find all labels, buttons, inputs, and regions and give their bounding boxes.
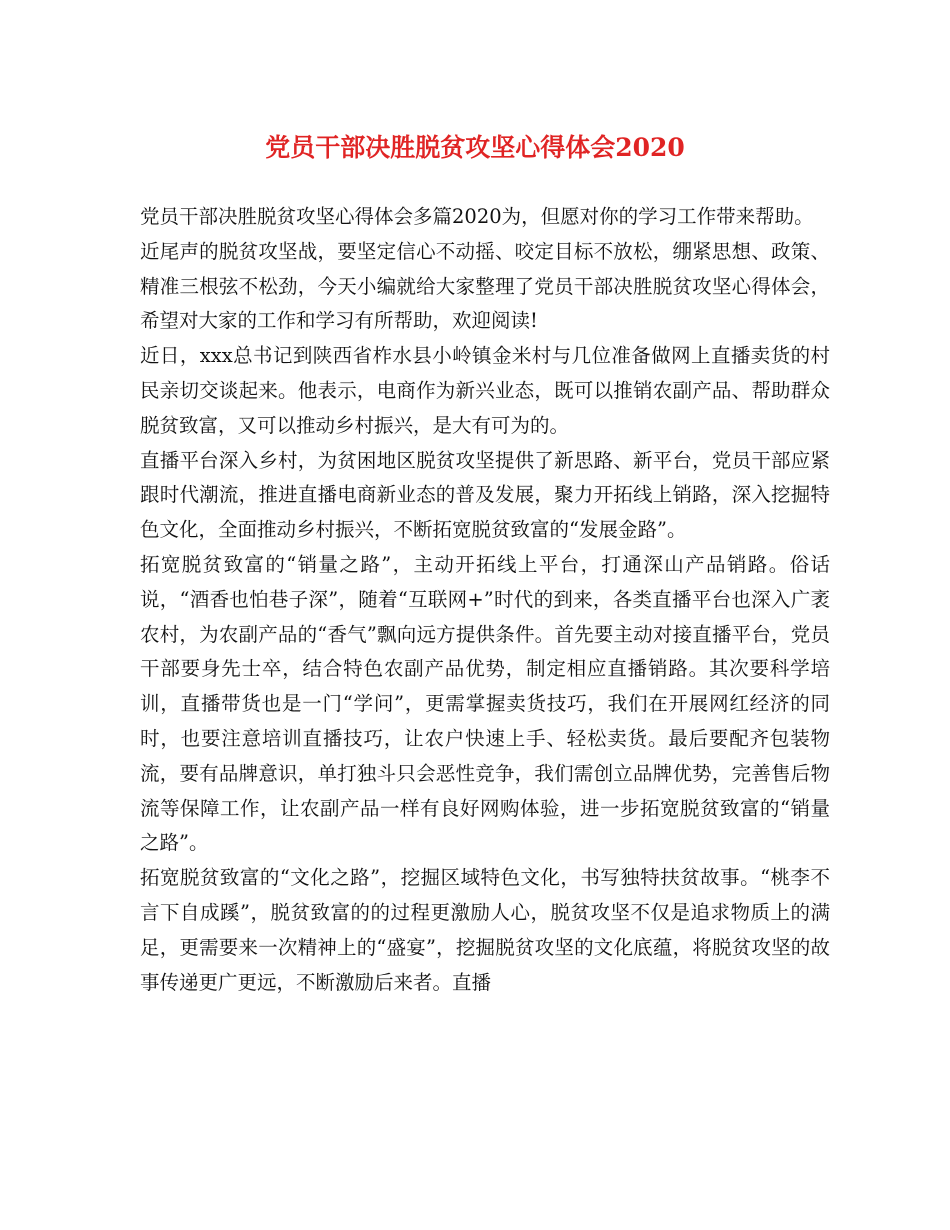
paragraph-summary: 近尾声的脱贫攻坚战，要坚定信心不动摇、咬定目标不放松，绷紧思想、政策、精准三根弦不松劲，今天小编就给大家整理了党员干部决胜脱贫攻坚心得体会，希望对大家的工作和学习有所帮助，欢迎阅读!: [140, 239, 830, 333]
paragraph-intro: 党员干部决胜脱贫攻坚心得体会多篇2020为，但愿对你的学习工作带来帮助。: [140, 205, 814, 228]
document-body: [140, 200, 830, 1000]
paragraph-sales-road: 拓宽脱贫致富的“销量之路”，主动开拓线上平台，打通深山产品销路。俗话说，“酒香也怕巷子深”，随着“互联网+”时代的到来，各类直播平台也深入广袤农村，为农副产品的“香气”飘向远方提供条件。首先要主动对接直播平台，党员干部要身先士卒，结合特色农副产品优势，制定相应直播销路。其次要科学培训，直播带货也是一门“学问”，更需掌握卖货技巧，我们在开展网红经济的同时，也要注意培训直播技巧，让农户快速上手、轻松卖货。最后要配齐包装物流，要有品牌意识，单打独斗只会恶性竞争，我们需创立品牌优势，完善售后物流等保障工作，让农副产品一样有良好网购体验，进一步拓宽脱贫致富的“销量之路”。: [140, 552, 830, 855]
paragraph-culture-road: 拓宽脱贫致富的“文化之路”，挖掘区域特色文化，书写独特扶贫故事。“桃李不言下自成蹊”，脱贫致富的的过程更激励人心，脱贫攻坚不仅是追求物质上的满足，更需要来一次精神上的“盛宴”，挖掘脱贫攻坚的文化底蕴，将脱贫攻坚的故事传递更广更远，不断激励后来者。直播: [140, 866, 830, 994]
document-title: 党员干部决胜脱贫攻坚心得体会2020: [265, 133, 685, 162]
paragraph-livestream-platform: 直播平台深入乡村，为贫困地区脱贫攻坚提供了新思路、新平台，党员干部应紧跟时代潮流，推进直播电商新业态的普及发展，聚力开拓线上销路，深入挖掘特色文化，全面推动乡村振兴，不断拓宽脱贫致富的“发展金路”。: [140, 448, 830, 542]
paragraph-news: 近日，xxx总书记到陕西省柞水县小岭镇金米村与几位准备做网上直播卖货的村民亲切交谈起来。他表示，电商作为新兴业态，既可以推销农副产品、帮助群众脱贫致富，又可以推动乡村振兴，是大有可为的。: [140, 344, 830, 437]
